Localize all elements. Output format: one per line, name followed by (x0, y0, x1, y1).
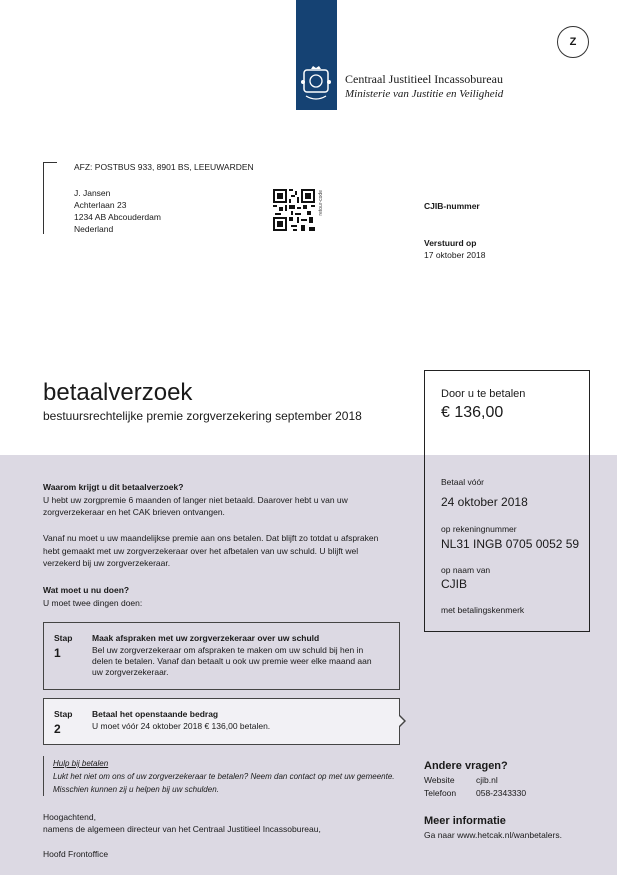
step-1-line-1: Bel uw zorgverzekeraar om afspraken te maken om uw schuld bij hen in (92, 645, 364, 655)
help-line-1: Lukt het niet om ons of uw zorgverzekeraar te betalen? Neem dan contact op met uw gemeente. (53, 772, 395, 781)
address-bracket-top (43, 162, 57, 163)
amount-due-value: € 136,00 (441, 404, 504, 421)
cjib-number-label: CJIB-nummer (424, 201, 480, 211)
account-number-label: op rekeningnummer (441, 524, 517, 534)
sent-date-label: Verstuurd op (424, 238, 477, 248)
sent-date-value: 17 oktober 2018 (424, 250, 486, 260)
address-bracket (43, 162, 44, 234)
step-2-title: Betaal het openstaande bedrag (92, 709, 219, 719)
payment-reference-label: met betalingskenmerk (441, 605, 525, 615)
coat-of-arms-icon (300, 66, 332, 106)
website-label: Website (424, 775, 455, 785)
closing-greeting: Hoogachtend, (43, 812, 96, 822)
step-1-number: 1 (54, 646, 61, 660)
todo-intro: U moet twee dingen doen: (43, 598, 143, 608)
step-2-body (92, 721, 392, 732)
more-info-link[interactable]: Ga naar www.hetcak.nl/wanbetalers. (424, 830, 562, 840)
more-info-heading: Meer informatie (424, 815, 506, 827)
recipient-country: Nederland (74, 224, 114, 234)
qr-code (273, 189, 315, 231)
why-paragraph-2-line-3: verzekerd bij uw zorgverzekeraar. (43, 558, 171, 568)
letter-title: betaalverzoek (43, 379, 193, 406)
letter-subtitle: bestuursrechtelijke premie zorgverzekering september 2018 (43, 409, 362, 423)
step-2-arrow-inner (398, 715, 404, 727)
step-1-line-3: uw zorgverzekeraar. (92, 667, 169, 677)
questions-heading: Andere vragen? (424, 760, 508, 772)
payment-details-box (424, 370, 590, 632)
step-2-number: 2 (54, 722, 61, 736)
step-2-label: Stap (54, 709, 73, 719)
account-name-value: CJIB (441, 577, 468, 591)
qr-code-label: retour-code (318, 190, 324, 216)
why-paragraph-2-line-2: hebt gemaakt met uw zorgverzekeraar over het afbetalen van uw schuld. U blijft wel (43, 546, 359, 556)
phone-number[interactable]: 058-2343330 (476, 788, 527, 798)
pay-before-label: Betaal vóór (441, 477, 484, 487)
pay-before-value: 24 oktober 2018 (441, 495, 528, 509)
phone-label: Telefoon (424, 788, 457, 798)
closing-on-behalf: namens de algemeen directeur van het Centraal Justitieel Incassobureau, (43, 824, 321, 834)
step-2-card (43, 698, 400, 745)
recipient-name: J. Jansen (74, 188, 111, 198)
step-1-title: Maak afspraken met uw zorgverzekeraar over uw schuld (92, 633, 320, 643)
why-paragraph-2-line-1: Vanaf nu moet u uw maandelijkse premie aan ons betalen. Dat blijft zo totdat u afspraken (43, 533, 379, 543)
step-2-line-1: U moet vóór 24 oktober 2018 € 136,00 betalen. (92, 721, 271, 731)
todo-heading: Wat moet u nu doen? (43, 585, 130, 595)
step-1-line-2: delen te betalen. Vanaf dan betaalt u ook uw premie weer elke maand aan (92, 656, 372, 666)
help-bracket (43, 756, 44, 796)
recipient-street: Achterlaan 23 (74, 200, 127, 210)
step-1-body (92, 645, 392, 678)
step-1-label: Stap (54, 633, 73, 643)
account-name-label: op naam van (441, 565, 491, 575)
website-link[interactable]: cjib.nl (476, 775, 498, 785)
ministry-name: Ministerie van Justitie en Veiligheid (345, 88, 504, 100)
help-title-link[interactable]: Hulp bij betalen (53, 759, 109, 768)
z-mark: Z (557, 26, 589, 58)
amount-due-label: Door u te betalen (441, 388, 526, 400)
return-address: AFZ: POSTBUS 933, 8901 BS, LEEUWARDEN (74, 162, 254, 172)
step-1-card (43, 622, 400, 690)
account-number-value: NL31 INGB 0705 0052 59 (441, 537, 580, 551)
help-line-2: Misschien kunnen zij u helpen bij uw schulden. (53, 785, 219, 794)
why-paragraph-1-line-2: zorgverzekeraar en het CAK brieven ontvangen. (43, 507, 225, 517)
organisation-name: Centraal Justitieel Incassobureau (345, 72, 503, 86)
closing-signature: Hoofd Frontoffice (43, 849, 109, 859)
why-paragraph-1-line-1: U hebt uw zorgpremie 6 maanden of langer niet betaald. Daarover hebt u van uw (43, 495, 348, 505)
recipient-city: 1234 AB Abcouderdam (74, 212, 161, 222)
why-heading: Waarom krijgt u dit betaalverzoek? (43, 482, 184, 492)
